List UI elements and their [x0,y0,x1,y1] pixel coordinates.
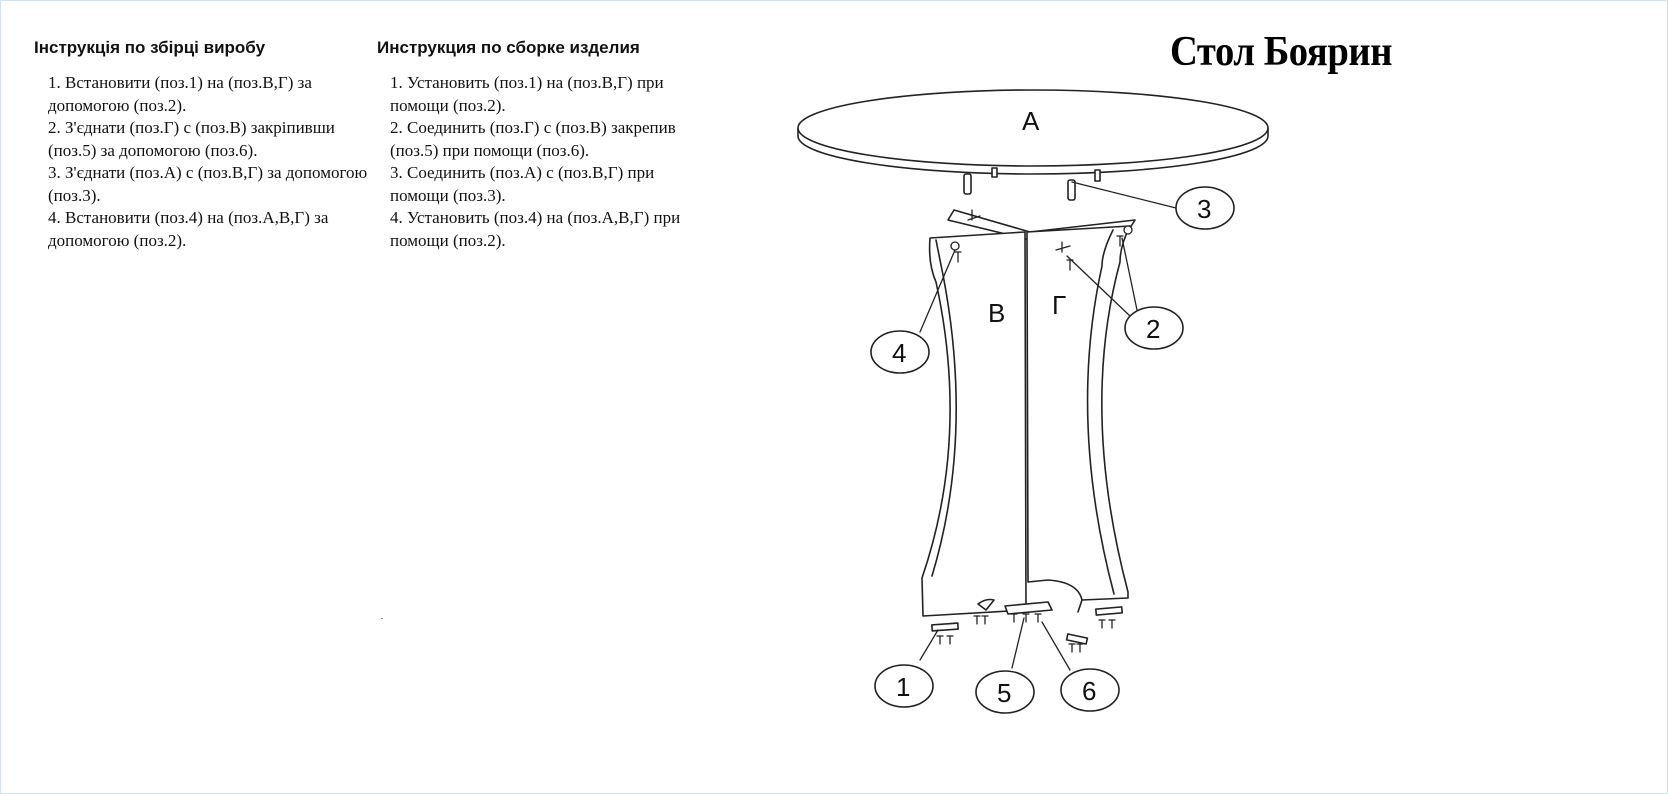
instruction-ua-step: 1. Встановити (поз.1) на (поз.В,Г) за допомогою (поз.2). [48,73,312,115]
callout-5 [976,671,1034,713]
callout-4-label: 4 [892,338,907,368]
callout-2-label: 2 [1146,314,1161,344]
instruction-ru-step: 4. Установить (поз.4) на (поз.А,В,Г) при помощи (поз.2). [390,208,681,250]
instructions-ukrainian [34,38,374,252]
instructions-ru-heading: Инструкция по сборке изделия [377,38,640,57]
instructions-ua-heading: Інструкція по збірці виробу [34,38,266,57]
callout-1 [875,665,933,707]
part-label-g: Г [1052,290,1067,320]
instructions-ru-list [377,72,717,252]
callout-5-label: 5 [997,678,1012,708]
instructions-ua-list [34,72,374,252]
callout-3 [1176,187,1234,229]
part-label-a: А [1022,106,1040,136]
callout-6 [1061,669,1119,711]
instruction-ua-step: 3. З'єднати (поз.А) с (поз.В,Г) за допомогою (поз.3). [48,163,368,205]
instruction-ru-step: 1. Установить (поз.1) на (поз.В,Г) при помощи (поз.2). [390,73,664,115]
instruction-ru-step: 3. Соединить (поз.А) с (поз.В,Г) при помощи (поз.3). [390,163,655,205]
assembly-diagram [780,70,1340,730]
panel-part-g [1027,226,1130,612]
instruction-ua-step: 4. Встановити (поз.4) на (поз.А,В,Г) за допомогою (поз.2). [48,208,329,250]
callout-1-label: 1 [896,672,911,702]
callout-2 [1125,307,1183,349]
callout-6-label: 6 [1082,676,1097,706]
stray-dot [381,618,383,619]
callout-4 [871,331,929,373]
instructions-russian [377,38,717,252]
instruction-ru-step: 2. Соединить (поз.Г) с (поз.В) закрепив (поз.5) при помощи (поз.6). [390,118,676,160]
part-label-v: В [988,298,1006,328]
callout-3-label: 3 [1197,194,1212,224]
product-title: Стол Боярин [1170,29,1393,75]
instruction-ua-step: 2. З'єднати (поз.Г) с (поз.В) закріпивши (поз.5) за допомогою (поз.6). [48,118,335,160]
tabletop-part-a [798,90,1268,174]
